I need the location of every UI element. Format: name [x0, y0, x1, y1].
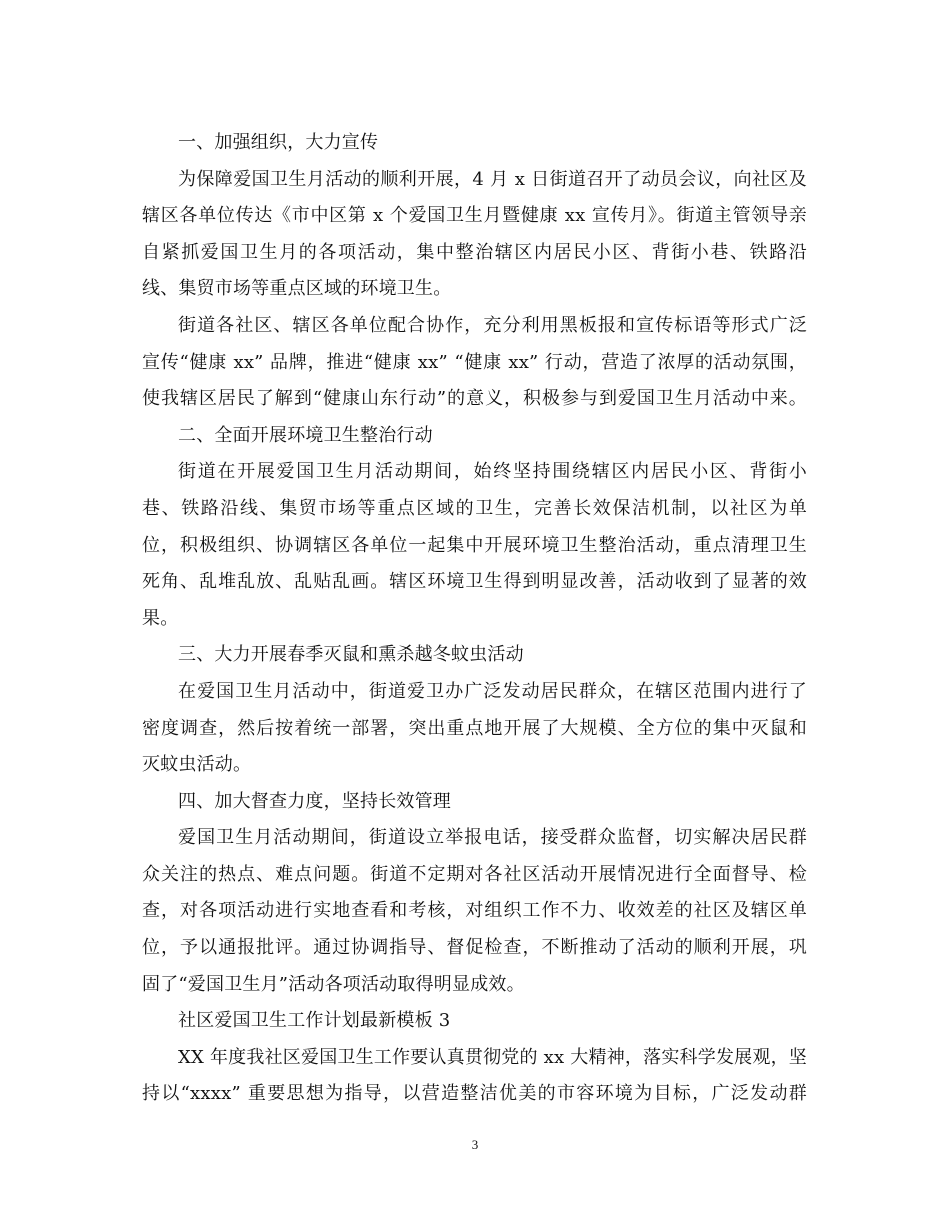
paragraph-line: 固了“爱国卫生月”活动各项活动取得明显成效。	[142, 973, 525, 995]
paragraph-line: 街道在开展爱国卫生月活动期间，始终坚持围绕辖区内居民小区、背街小	[178, 461, 807, 483]
paragraph-line: 位，予以通报批评。通过协调指导、督促检查，不断推动了活动的顺利开展，巩	[142, 937, 807, 959]
paragraph-line: 宣传“健康 xx” 品牌，推进“健康 xx” “健康 xx” 行动，营造了浓厚的活动氛围，	[142, 351, 807, 373]
paragraph-line: 众关注的热点、难点问题。街道不定期对各社区活动开展情况进行全面督导、检	[142, 863, 807, 885]
paragraph-line: 街道各社区、辖区各单位配合协作，充分利用黑板报和宣传标语等形式广泛	[178, 314, 807, 336]
paragraph-line: 线、集贸市场等重点区域的环境卫生。	[142, 278, 452, 300]
paragraph-line: 使我辖区居民了解到“健康山东行动”的意义，积极参与到爱国卫生月活动中来。	[142, 388, 807, 410]
paragraph-line: 为保障爱国卫生月活动的顺利开展，4 月 x 日街道召开了动员会议，向社区及	[178, 168, 807, 190]
template-title: 社区爱国卫生工作计划最新模板 3	[178, 1010, 451, 1032]
page-number: 3	[471, 1137, 479, 1152]
paragraph-line: 灭蚊虫活动。	[142, 754, 252, 776]
paragraph-line: 持以“xxxx” 重要思想为指导，以营造整洁优美的市容环境为目标，广泛发动群	[142, 1083, 807, 1105]
paragraph-line: 密度调查，然后按着统一部署，突出重点地开展了大规模、全方位的集中灭鼠和	[142, 717, 807, 739]
section-heading-4: 四、加大督查力度，坚持长效管理	[178, 790, 451, 812]
paragraph-line: XX 年度我社区爱国卫生工作要认真贯彻党的 xx 大精神，落实科学发展观，坚	[178, 1046, 807, 1068]
section-heading-3: 三、大力开展春季灭鼠和熏杀越冬蚊虫活动	[178, 644, 524, 666]
paragraph-line: 在爱国卫生月活动中，街道爱卫办广泛发动居民群众，在辖区范围内进行了	[178, 680, 807, 702]
document-body	[142, 125, 807, 1113]
section-heading-1: 一、加强组织，大力宣传	[178, 132, 379, 153]
paragraph-line: 爱国卫生月活动期间，街道设立举报电话，接受群众监督，切实解决居民群	[178, 827, 807, 849]
paragraph-line: 辖区各单位传达《市中区第 x 个爱国卫生月暨健康 xx 宣传月》。街道主管领导亲	[142, 205, 807, 227]
paragraph-line: 自紧抓爱国卫生月的各项活动，集中整治辖区内居民小区、背街小巷、铁路沿	[142, 241, 807, 263]
section-heading-2: 二、全面开展环境卫生整治行动	[178, 424, 433, 446]
paragraph-line: 巷、铁路沿线、集贸市场等重点区域的卫生，完善长效保洁机制，以社区为单	[142, 497, 807, 519]
paragraph-line: 果。	[142, 607, 179, 629]
paragraph-line: 查，对各项活动进行实地查看和考核，对组织工作不力、收效差的社区及辖区单	[142, 900, 807, 922]
paragraph-line: 死角、乱堆乱放、乱贴乱画。辖区环境卫生得到明显改善，活动收到了显著的效	[142, 571, 807, 593]
paragraph-line: 位，积极组织、协调辖区各单位一起集中开展环境卫生整治活动，重点清理卫生	[142, 534, 807, 556]
